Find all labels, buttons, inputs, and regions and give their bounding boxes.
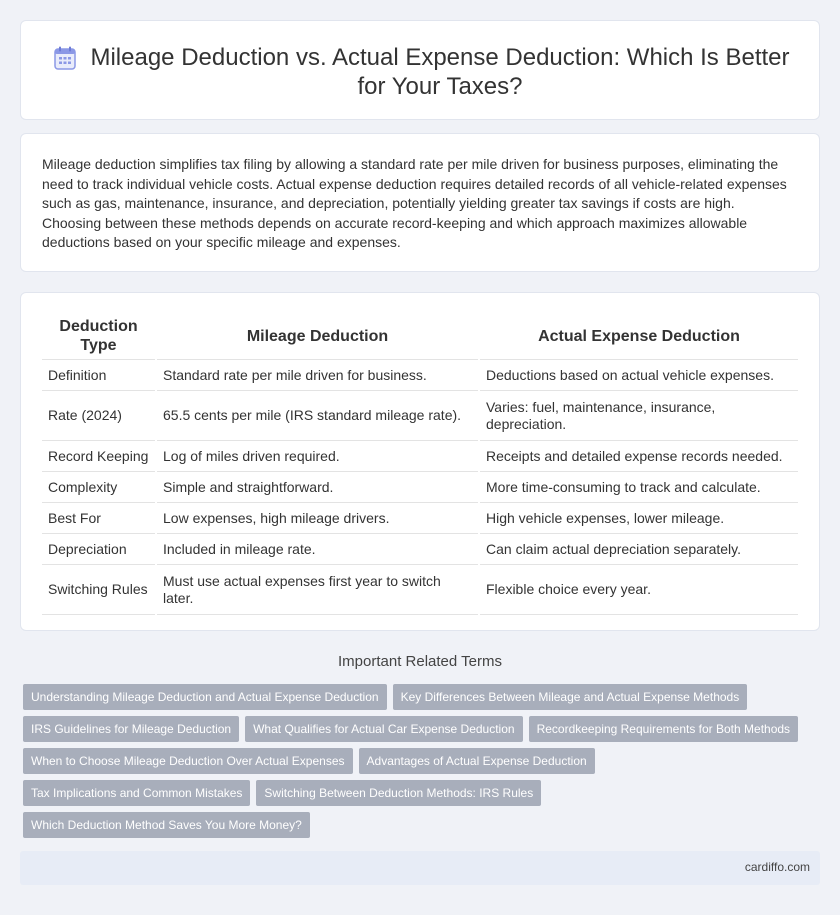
table-cell: Complexity — [42, 472, 156, 503]
footer-site-link[interactable]: cardiffo.com — [744, 860, 810, 874]
table-cell: Depreciation — [42, 534, 156, 565]
table-cell: Simple and straightforward. — [156, 472, 479, 503]
related-term-link[interactable]: Recordkeeping Requirements for Both Methods — [529, 716, 798, 742]
table-cell: High vehicle expenses, lower mileage. — [479, 503, 798, 534]
table-cell: Log of miles driven required. — [156, 441, 479, 472]
table-cell: Definition — [42, 360, 156, 391]
table-row — [42, 391, 798, 441]
comparison-card — [20, 292, 820, 631]
table-cell: Included in mileage rate. — [156, 534, 479, 565]
table-cell: Flexible choice every year. — [479, 565, 798, 615]
table-cell: Must use actual expenses first year to switch later. — [156, 565, 479, 615]
intro-paragraph: Mileage deduction simplifies tax filing by allowing a standard rate per mile driven for business purposes, eliminating the need to track individual vehicle costs. Actual expense deduction requires detailed records of all vehicle-related expenses such as gas, maintenance, insurance, and depreciation, potentially yielding greater tax savings if costs are high. Choosing between these methods depends on accurate record-keeping and which approach maximizes allowable deductions based on your specific mileage and expenses. — [42, 156, 787, 251]
page-title: Mileage Deduction vs. Actual Expense Deduction: Which Is Better for Your Taxes? — [90, 44, 790, 100]
related-term-link[interactable]: Key Differences Between Mileage and Actual Expense Methods — [393, 684, 748, 710]
table-row — [42, 565, 798, 615]
related-term-link[interactable]: Which Deduction Method Saves You More Money? — [23, 812, 310, 838]
table-row — [42, 534, 798, 565]
table-cell: Deductions based on actual vehicle expenses. — [479, 360, 798, 391]
intro-card — [20, 133, 820, 272]
related-terms-heading: Important Related Terms — [338, 653, 502, 670]
table-cell: Best For — [42, 503, 156, 534]
related-term-link[interactable]: Tax Implications and Common Mistakes — [23, 780, 250, 806]
header-card — [20, 20, 820, 120]
table-cell: 65.5 cents per mile (IRS standard mileage rate). — [156, 391, 479, 441]
table-row — [42, 503, 798, 534]
table-cell: Switching Rules — [42, 565, 156, 615]
related-term-link[interactable]: What Qualifies for Actual Car Expense Deduction — [245, 716, 522, 742]
table-cell: Standard rate per mile driven for business. — [156, 360, 479, 391]
related-term-link[interactable]: Advantages of Actual Expense Deduction — [359, 748, 595, 774]
table-cell: Varies: fuel, maintenance, insurance, depreciation. — [479, 391, 798, 441]
table-row — [42, 472, 798, 503]
table-header-row — [42, 313, 798, 360]
table-cell: Rate (2024) — [42, 391, 156, 441]
column-header: Mileage Deduction — [156, 313, 479, 360]
column-header: Deduction Type — [42, 313, 156, 360]
related-term-link[interactable]: Understanding Mileage Deduction and Actual Expense Deduction — [23, 684, 387, 710]
comparison-table — [42, 313, 798, 615]
table-cell: Receipts and detailed expense records needed. — [479, 441, 798, 472]
related-terms-list — [23, 684, 803, 838]
related-term-link[interactable]: Switching Between Deduction Methods: IRS Rules — [256, 780, 541, 806]
table-cell: Record Keeping — [42, 441, 156, 472]
related-term-link[interactable]: IRS Guidelines for Mileage Deduction — [23, 716, 239, 742]
column-header: Actual Expense Deduction — [479, 313, 798, 360]
table-row — [42, 441, 798, 472]
table-cell: More time-consuming to track and calculate. — [479, 472, 798, 503]
footer — [20, 851, 820, 885]
table-row — [42, 360, 798, 391]
table-cell: Can claim actual depreciation separately. — [479, 534, 798, 565]
related-term-link[interactable]: When to Choose Mileage Deduction Over Actual Expenses — [23, 748, 353, 774]
table-cell: Low expenses, high mileage drivers. — [156, 503, 479, 534]
